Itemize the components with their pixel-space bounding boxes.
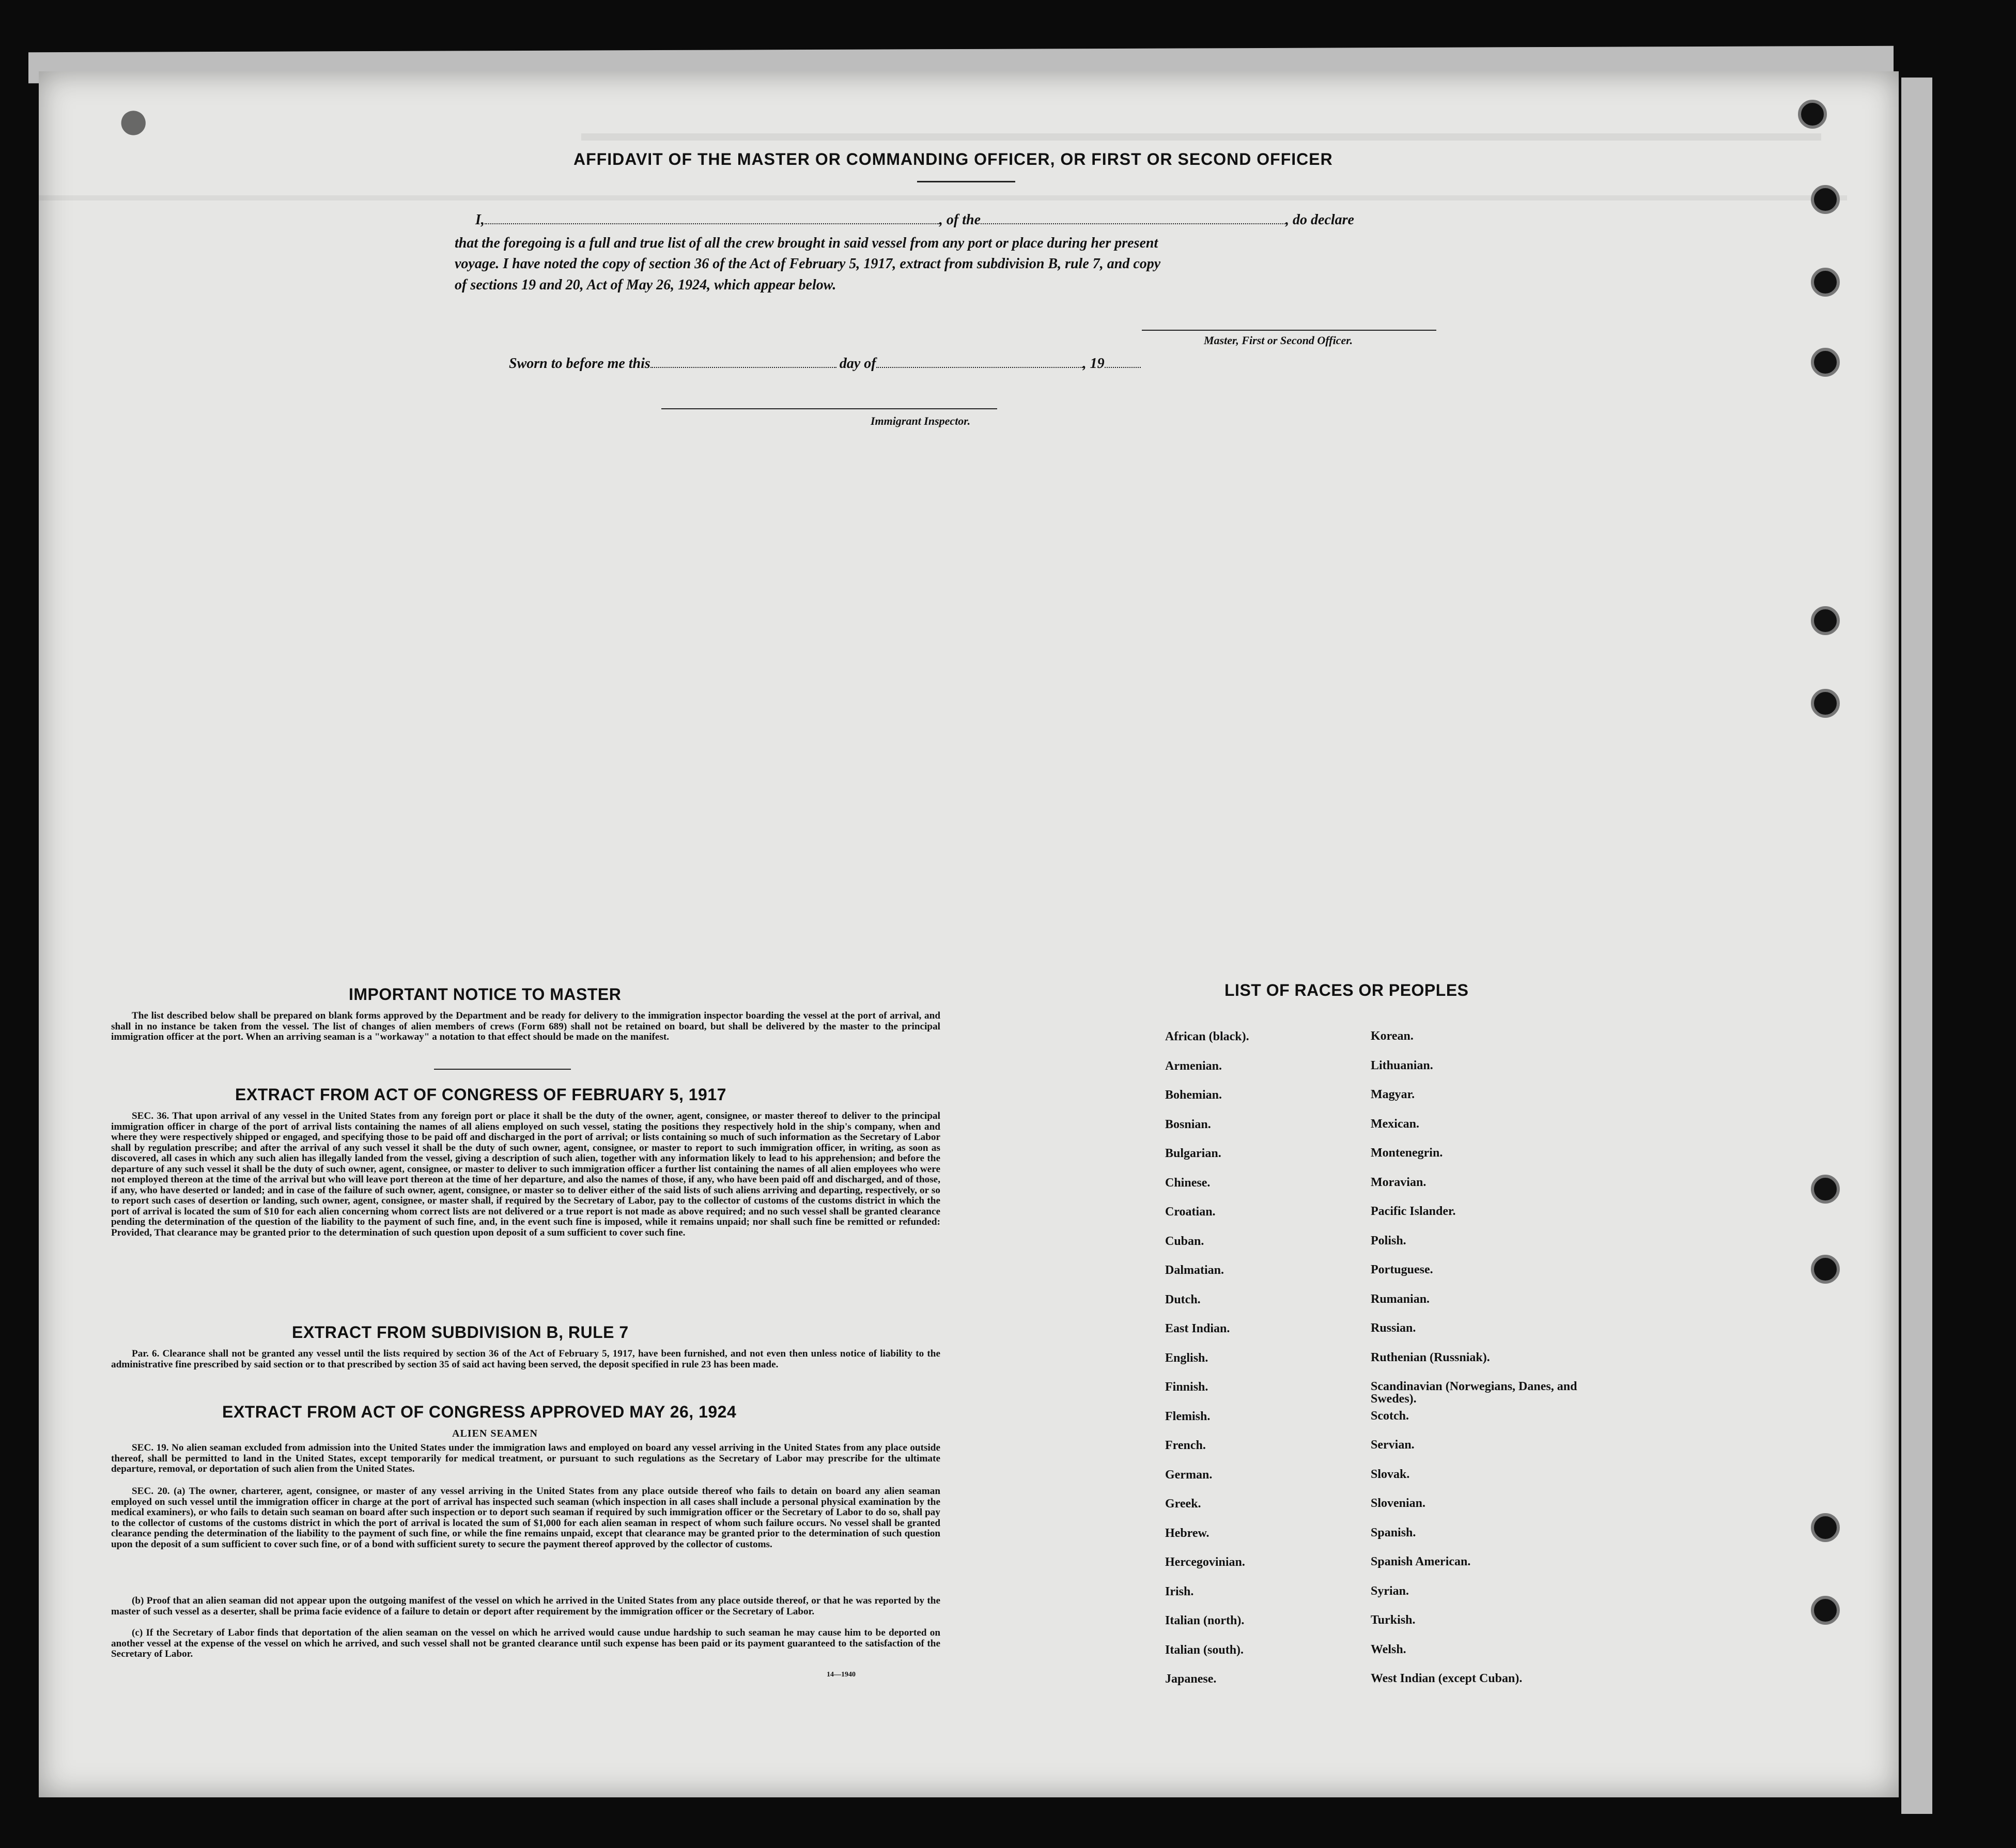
affidavit-of-the: , of the xyxy=(939,212,981,228)
inspector-signature-label: Immigrant Inspector. xyxy=(871,414,971,427)
affidavit-i: I, xyxy=(475,212,485,228)
affidavit-line-2: that the foregoing is a full and true list of all the crew brought in said vessel from any port or place during her present xyxy=(455,235,1158,251)
notice-text: The list described below shall be prepared on blank forms approved by the Department and be ready for delivery to the immigration inspector boarding the vessel at the port of arrival, and shall in no instance be taken from the vessel. The list of changes of alien members of crews (Form 689) shall not be retained on board, but shall be delivered by the master to the principal immigration officer at the port. When an arriving seaman is a "workaway" a notation to that effect should be made on the manifest. xyxy=(111,1010,940,1042)
race-item: Slovenian. xyxy=(1371,1497,1426,1510)
corner-stamp-mark: ● xyxy=(116,88,151,151)
race-item: Spanish American. xyxy=(1371,1555,1471,1568)
punch-hole xyxy=(1811,268,1840,297)
binding-strip xyxy=(1901,78,1932,1814)
sworn-line xyxy=(509,356,1258,372)
affidavit-do-declare: , do declare xyxy=(1285,212,1354,228)
race-item: Dutch. xyxy=(1165,1292,1201,1306)
extract-1924-title: EXTRACT FROM ACT OF CONGRESS APPROVED MAY 26, 1924 xyxy=(222,1403,737,1421)
race-item: Lithuanian. xyxy=(1371,1058,1433,1072)
race-item: Polish. xyxy=(1371,1234,1406,1248)
race-item: Rumanian. xyxy=(1371,1292,1430,1306)
race-item: Pacific Islander. xyxy=(1371,1205,1456,1218)
affidavit-line-1 xyxy=(475,212,1519,228)
punch-hole xyxy=(1798,100,1827,129)
document-page xyxy=(39,71,1899,1797)
race-item: East Indian. xyxy=(1165,1322,1230,1335)
race-item: African (black). xyxy=(1165,1030,1249,1043)
punch-hole xyxy=(1811,689,1840,718)
sworn-year-blank[interactable] xyxy=(1105,367,1141,368)
bleed-through-band xyxy=(39,195,1847,201)
extract-1924-sec20a: SEC. 20. (a) The owner, charterer, agent, consignee, or master of any vessel arriving in the United States from any place outside thereof who fails to detain on board any alien seaman employed on such vessel until the immigration officer in charge at the port of arrival has inspected such seaman (which inspection in all cases shall include a personal physical examination by the medical examiners), or who fails to detain such seaman on board after such inspection or to deport such seaman if required by such immigration officer or the Secretary of Labor to do so, shall pay to the collector of customs of the customs district in which the port of arrival is located the sum of $1,000 for each alien seaman in respect of whom such failure occurs. No vessel shall be granted clearance pending the determination of the liability to the payment of such fine, or while the fine remains unpaid, except that clearance may be granted prior to the determination of such question upon the deposit of a sum sufficient to cover such fine, or of a bond with sufficient surety to secure the payment thereof approved by the collector of customs. xyxy=(111,1486,940,1550)
race-item: Montenegrin. xyxy=(1371,1146,1443,1160)
race-item: Moravian. xyxy=(1371,1175,1426,1189)
race-item: Finnish. xyxy=(1165,1380,1208,1394)
punch-hole xyxy=(1811,1255,1840,1284)
affidavit-line-3: voyage. I have noted the copy of section 36 of the Act of February 5, 1917, extract from subdivision B, rule 7, and copy xyxy=(455,256,1161,272)
race-item: Chinese. xyxy=(1165,1176,1211,1190)
extract-1924-sec19: SEC. 19. No alien seaman excluded from admission into the United States under the immigration laws and employed on board any vessel arriving in the United States from any place outside thereof, shall be permitted to land in the United States, except temporarily for medical treatment, or pursuant to such regulations as the Secretary of Labor may prescribe for the ultimate departure, removal, or deportation of such alien from the United States. xyxy=(111,1442,940,1474)
race-item: Ruthenian (Russniak). xyxy=(1371,1350,1490,1364)
race-item: Irish. xyxy=(1165,1584,1194,1598)
race-item: Bohemian. xyxy=(1165,1088,1222,1102)
race-item: French. xyxy=(1165,1439,1206,1452)
extract-rule7-title: EXTRACT FROM SUBDIVISION B, RULE 7 xyxy=(292,1323,629,1342)
race-item: Portuguese. xyxy=(1371,1263,1433,1276)
race-item: Welsh. xyxy=(1371,1642,1406,1656)
race-item: English. xyxy=(1165,1351,1208,1365)
year-prefix: , 19 xyxy=(1082,356,1105,372)
day-of-text: day of xyxy=(839,356,876,372)
race-item: Spanish. xyxy=(1371,1526,1416,1539)
notice-title: IMPORTANT NOTICE TO MASTER xyxy=(349,985,622,1004)
sworn-month-blank[interactable] xyxy=(876,367,1083,368)
punch-hole xyxy=(1811,606,1840,635)
race-item: Japanese. xyxy=(1165,1672,1217,1686)
extract-1917-title: EXTRACT FROM ACT OF CONGRESS OF FEBRUARY 5, 1917 xyxy=(235,1085,726,1104)
affidavit-line-4: of sections 19 and 20, Act of May 26, 1924, which appear below. xyxy=(455,277,836,293)
race-item: Greek. xyxy=(1165,1497,1201,1511)
sworn-to-text: Sworn to before me this xyxy=(509,356,650,372)
race-item: Magyar. xyxy=(1371,1088,1415,1101)
alien-seamen-subtitle: ALIEN SEAMEN xyxy=(452,1428,538,1439)
vessel-blank[interactable] xyxy=(981,223,1285,224)
extract-1924-sec20c: (c) If the Secretary of Labor finds that deportation of the alien seaman on the vessel on which he arrived would cause undue hardship to such seaman he may cause him to be deported on another vessel at the expense of the vessel on which he arrived, and such vessel shall not be granted clearance until such expense has been paid or its payment guaranteed to the satisfaction of the Secretary of Labor. xyxy=(111,1627,940,1659)
sworn-day-blank[interactable] xyxy=(650,367,836,368)
extract-1917-text: SEC. 36. That upon arrival of any vessel in the United States from any foreign port or place it shall be the duty of the owner, agent, consignee, or master thereof to deliver to the principal immigration officer in charge of the port of arrival lists containing the names of all aliens employed on such vessel, stating the positions they respectively hold in the ship's company, when and where they were respectively shipped or engaged, and specifying those to be paid off and discharged in the port of arrival; or lists containing so much of such information as the Secretary of Labor shall by regulation prescribe; and after the arrival of any such vessel it shall be the duty of such owner, agent, consignee, or master to report to such immigration officer, in writing, as soon as discovered, all cases in which any such alien has illegally landed from the vessel, giving a description of such alien, together with any information likely to lead to his apprehension; and before the departure of any such vessel it shall be the duty of such owner, agent, consignee, or master to deliver to such immigration officer a further list containing the names of all alien employees who were not employed thereon at the time of the arrival but who will leave port thereon at the time of her departure, and also the names of those, if any, who have been paid off and discharged, and of those, if any, who have deserted or landed; and in case of the failure of such owner, agent, consignee, or master so to deliver either of the said lists of such aliens arriving and departing, respectively, or so to report such cases of desertion or landing, such owner, agent, consignee, or master shall, if required by the Secretary of Labor, pay to the collector of customs of the customs district in which the port of arrival is located the sum of $10 for each alien concerning whom correct lists are not delivered or a true report is not made as above required; and no such vessel shall be granted clearance pending the determination of the question of the liability to the payment of such fine, and, in the event such fine is imposed, while it remains unpaid; nor shall such fine be remitted or refunded: Provided, That clearance may be granted prior to the determination of such question upon deposit of a sum sufficient to cover such fine. xyxy=(111,1111,940,1238)
race-item: Armenian. xyxy=(1165,1059,1222,1073)
race-item: Italian (south). xyxy=(1165,1643,1244,1657)
punch-hole xyxy=(1811,1175,1840,1204)
punch-hole xyxy=(1811,348,1840,377)
race-item: Croatian. xyxy=(1165,1205,1216,1219)
race-item: Dalmatian. xyxy=(1165,1264,1224,1277)
race-item: Scandinavian (Norwegians, Danes, and Swedes). xyxy=(1371,1380,1577,1406)
races-title: LIST OF RACES OR PEOPLES xyxy=(1224,981,1469,999)
race-item: Scotch. xyxy=(1371,1409,1409,1423)
race-item: Hercegovinian. xyxy=(1165,1556,1245,1569)
form-number: 14—1940 xyxy=(827,1671,856,1678)
race-item: Italian (north). xyxy=(1165,1614,1245,1627)
race-item: German. xyxy=(1165,1468,1213,1482)
race-item: Mexican. xyxy=(1371,1117,1419,1131)
divider xyxy=(434,1069,571,1070)
punch-hole xyxy=(1811,1513,1840,1542)
race-item: Korean. xyxy=(1371,1029,1414,1043)
divider xyxy=(917,181,1015,182)
master-signature-line[interactable] xyxy=(1142,330,1436,331)
race-item: Slovak. xyxy=(1371,1467,1410,1481)
race-item: West Indian (except Cuban). xyxy=(1371,1672,1523,1685)
punch-hole xyxy=(1811,1596,1840,1625)
race-item: Servian. xyxy=(1371,1438,1415,1452)
bleed-through-band xyxy=(581,133,1821,141)
master-signature-label: Master, First or Second Officer. xyxy=(1204,334,1353,347)
race-item: Flemish. xyxy=(1165,1409,1211,1423)
punch-hole xyxy=(1811,185,1840,214)
race-item: Bulgarian. xyxy=(1165,1147,1221,1160)
inspector-signature-line[interactable] xyxy=(661,408,997,409)
race-item: Turkish. xyxy=(1371,1613,1416,1627)
race-item: Syrian. xyxy=(1371,1584,1409,1598)
affidavit-title: AFFIDAVIT OF THE MASTER OR COMMANDING OFFICER, OR FIRST OR SECOND OFFICER xyxy=(573,150,1333,168)
extract-1924-sec20b: (b) Proof that an alien seaman did not appear upon the outgoing manifest of the vessel on which he arrived in the United States from any place outside thereof, or that he was reported by the master of such vessel as a deserter, shall be prima facie evidence of a failure to detain or deport after requirement by the immigration officer or the Secretary of Labor. xyxy=(111,1595,940,1617)
race-item: Bosnian. xyxy=(1165,1117,1211,1131)
name-blank[interactable] xyxy=(485,223,939,224)
race-item: Hebrew. xyxy=(1165,1526,1209,1540)
race-item: Cuban. xyxy=(1165,1234,1204,1248)
race-item: Russian. xyxy=(1371,1321,1416,1335)
extract-rule7-text: Par. 6. Clearance shall not be granted any vessel until the lists required by section 36 of the Act of February 5, 1917, have been furnished, and not even then unless notice of liability to the administrative fine prescribed by said section or to that prescribed by section 35 of said act having been served, the deposit specified in rule 23 has been made. xyxy=(111,1348,940,1370)
